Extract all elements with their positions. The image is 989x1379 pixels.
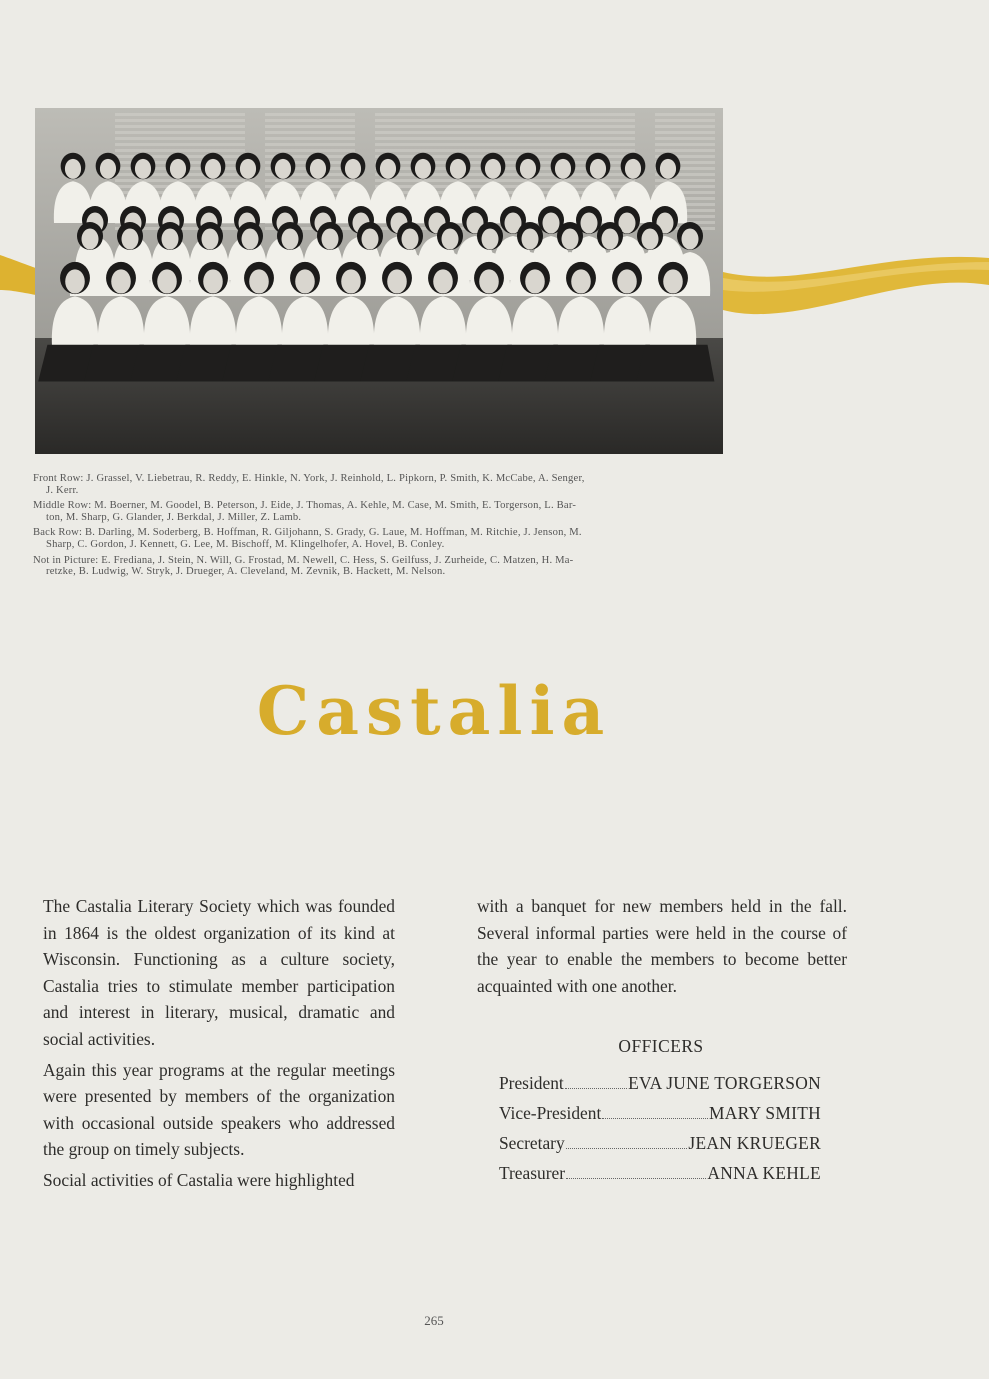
caption-back-row bbox=[33, 527, 731, 550]
officer-name: JEAN KRUEGER bbox=[688, 1133, 821, 1153]
officer-role: Treasurer bbox=[499, 1163, 566, 1183]
caption-label: Not in Picture: bbox=[33, 554, 99, 566]
caption-names-cont: Sharp, C. Gordon, J. Kennett, G. Lee, M. Bischoff, M. Klingelhofer, A. Hovel, B. Conley. bbox=[46, 538, 445, 550]
officers-list bbox=[499, 1036, 821, 1193]
caption-names: E. Frediana, J. Stein, N. Will, G. Frostad, M. Newell, C. Hess, S. Geilfuss, J. Zurheide, C. Matzen, H. Ma- bbox=[101, 554, 574, 566]
officer-role: President bbox=[499, 1073, 564, 1093]
officer-row bbox=[499, 1133, 821, 1163]
leader-dots bbox=[602, 1118, 708, 1119]
officer-row bbox=[499, 1163, 821, 1193]
body-paragraph: Again this year programs at the regular meetings were presented by members of the organization with occasional outside speakers who addressed the group on timely subjects. bbox=[43, 1059, 395, 1160]
caption-names: J. Grassel, V. Liebetrau, R. Reddy, E. Hinkle, N. York, J. Reinhold, L. Pipkorn, P. Smith, K. McCabe, A. Senger, bbox=[86, 473, 585, 484]
page-title: Castalia bbox=[256, 672, 612, 750]
caption-label: Back Row: bbox=[33, 527, 83, 539]
caption-names-cont: ton, M. Sharp, G. Glander, J. Berkdal, J. Miller, Z. Lamb. bbox=[46, 511, 302, 523]
officers-heading: OFFICERS bbox=[618, 1036, 704, 1056]
body-paragraph: The Castalia Literary Society which was founded in 1864 is the oldest organization of its kind at Wisconsin. Functioning as a culture society, Castalia tries to stimulate member participation and interest in literary, musical, dramatic and social activities. bbox=[43, 896, 395, 1049]
officer-name: EVA JUNE TORGERSON bbox=[628, 1073, 821, 1093]
leader-dots bbox=[565, 1088, 627, 1089]
caption-label: Middle Row: bbox=[33, 500, 92, 512]
officer-name: MARY SMITH bbox=[708, 1103, 821, 1123]
body-column-left bbox=[43, 893, 395, 1198]
caption-names-cont: retzke, B. Ludwig, W. Stryk, J. Drueger, A. Cleveland, M. Zevnik, B. Hackett, M. Nelson. bbox=[46, 566, 446, 578]
photo-caption bbox=[33, 473, 731, 582]
body-column-right bbox=[477, 893, 847, 1003]
officer-name: ANNA KEHLE bbox=[707, 1163, 821, 1183]
caption-names: M. Boerner, M. Goodel, B. Peterson, J. Eide, J. Thomas, A. Kehle, M. Case, M. Smith, E. Torgerson, L. Bar- bbox=[94, 500, 577, 512]
officer-row bbox=[499, 1073, 821, 1103]
group-photo bbox=[35, 108, 723, 454]
caption-names: B. Darling, M. Soderberg, B. Hoffman, R. Giljohann, S. Grady, G. Laue, M. Hoffman, M. Ritchie, J. Jenson, M. bbox=[85, 527, 582, 539]
officer-role: Secretary bbox=[499, 1133, 565, 1153]
page-number: 265 bbox=[424, 1313, 444, 1328]
officer-role: Vice-President bbox=[499, 1103, 602, 1123]
caption-middle-row bbox=[33, 500, 731, 523]
caption-names-cont: J. Kerr. bbox=[46, 484, 79, 496]
leader-dots bbox=[566, 1148, 688, 1149]
caption-front-row bbox=[33, 473, 731, 496]
body-paragraph: with a banquet for new members held in the fall. Several informal parties were held in the course of the year to enable the members to become better acquainted with one another. bbox=[477, 896, 847, 996]
body-paragraph: Social activities of Castalia were highlighted bbox=[43, 1169, 355, 1190]
caption-not-in-picture bbox=[33, 555, 731, 578]
leader-dots bbox=[566, 1178, 706, 1179]
officer-row bbox=[499, 1103, 821, 1133]
caption-label: Front Row: bbox=[33, 473, 84, 484]
